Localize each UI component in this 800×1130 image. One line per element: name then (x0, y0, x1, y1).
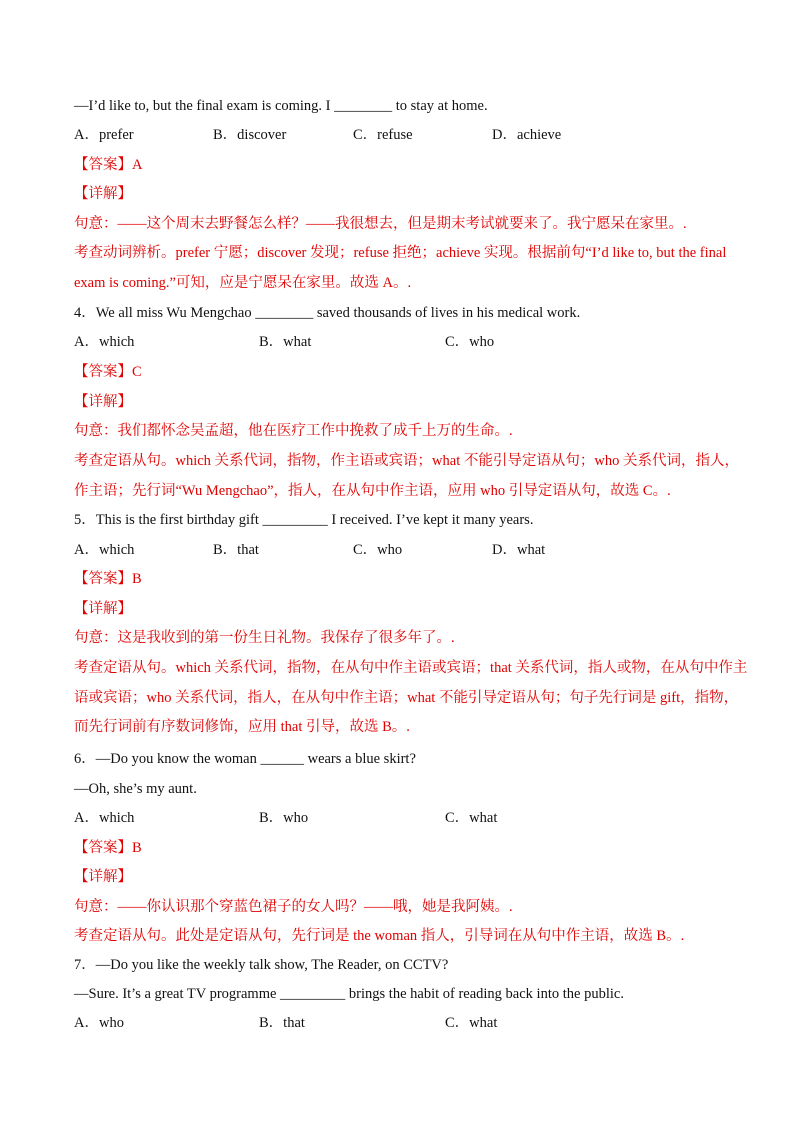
question-6-reply: —Oh, she’s my aunt. (74, 781, 197, 797)
option-a: A．prefer (74, 127, 134, 143)
question-3-stem: —I’d like to, but the final exam is coming. I ________ to stay at home. (74, 98, 488, 114)
question-6-answer: 【答案】B (74, 840, 142, 856)
option-c: C．refuse (353, 127, 413, 143)
question-6-stem: 6．—Do you know the woman ______ wears a blue skirt? (74, 751, 416, 767)
question-6-options (74, 808, 774, 828)
question-6-explanation-line-1: 考查定语从句。此处是定语从句，先行词是 the woman 指人，引导词在从句中作主语，故选 B。. (74, 928, 685, 944)
question-5-explanation-line-3: 而先行词前有序数词修饰，应用 that 引导，故选 B。. (74, 719, 410, 735)
question-7-stem: 7．—Do you like the weekly talk show, The Reader, on CCTV? (74, 957, 449, 973)
option-d: D．achieve (492, 127, 562, 143)
question-4-options (74, 332, 774, 352)
option-c: C．who (353, 542, 403, 558)
option-b: B．what (259, 334, 312, 350)
question-5-stem: 5．This is the first birthday gift _________ I received. I’ve kept it many years. (74, 512, 534, 528)
option-c: C．what (445, 810, 498, 826)
option-a: A．which (74, 810, 135, 826)
option-d: D．what (492, 542, 546, 558)
option-b: B．that (213, 542, 259, 558)
question-6-meaning: 句意：——你认识那个穿蓝色裙子的女人吗？——哦，她是我阿姨。. (74, 899, 513, 915)
question-3-detail-label: 【详解】 (74, 186, 132, 202)
question-4-stem: 4．We all miss Wu Mengchao ________ saved thousands of lives in his medical work. (74, 305, 581, 321)
question-3-explanation-line-1: 考查动词辨析。prefer 宁愿；discover 发现；refuse 拒绝；achieve 实现。根据前句“I’d like to, but the final (74, 245, 727, 261)
question-5-explanation-line-1: 考查定语从句。which 关系代词，指物，在从句中作主语或宾语；that 关系代词，指人或物，在从句中作主 (74, 660, 748, 676)
question-5-detail-label: 【详解】 (74, 601, 132, 617)
option-b: B．discover (213, 127, 287, 143)
question-5-explanation-line-2: 语或宾语；who 关系代词，指人，在从句中作主语；what 不能引导定语从句；句子先行词是 gift，指物， (74, 690, 739, 706)
question-4-detail-label: 【详解】 (74, 394, 132, 410)
option-a: A．which (74, 334, 135, 350)
question-4-explanation-line-1: 考查定语从句。which 关系代词，指物，作主语或宾语；what 不能引导定语从句；who 关系代词，指人， (74, 453, 739, 469)
question-3-explanation-line-2: exam is coming.”可知，应是宁愿呆在家里。故选 A。. (74, 275, 412, 291)
option-a: A．which (74, 542, 135, 558)
question-4-answer: 【答案】C (74, 364, 142, 380)
question-7-options (74, 1013, 774, 1033)
question-5-options (74, 540, 774, 560)
option-c: C．what (445, 1015, 498, 1031)
question-4-explanation-line-2: 作主语；先行词“Wu Mengchao”，指人，在从句中作主语，应用 who 引导定语从句，故选 C。. (74, 483, 671, 499)
question-5-meaning: 句意：这是我收到的第一份生日礼物。我保存了很多年了。. (74, 630, 455, 646)
option-b: B．that (259, 1015, 305, 1031)
question-5-answer: 【答案】B (74, 571, 142, 587)
option-c: C．who (445, 334, 495, 350)
question-6-detail-label: 【详解】 (74, 869, 132, 885)
option-a: A．who (74, 1015, 124, 1031)
question-3-options (74, 125, 774, 145)
question-3-meaning: 句意：——这个周末去野餐怎么样？——我很想去，但是期末考试就要来了。我宁愿呆在家里。. (74, 216, 687, 232)
question-3-answer: 【答案】A (74, 157, 143, 173)
question-4-meaning: 句意：我们都怀念吴孟超，他在医疗工作中挽救了成千上万的生命。. (74, 423, 513, 439)
option-b: B．who (259, 810, 309, 826)
question-7-reply: —Sure. It’s a great TV programme _________ brings the habit of reading back into the public. (74, 986, 624, 1002)
